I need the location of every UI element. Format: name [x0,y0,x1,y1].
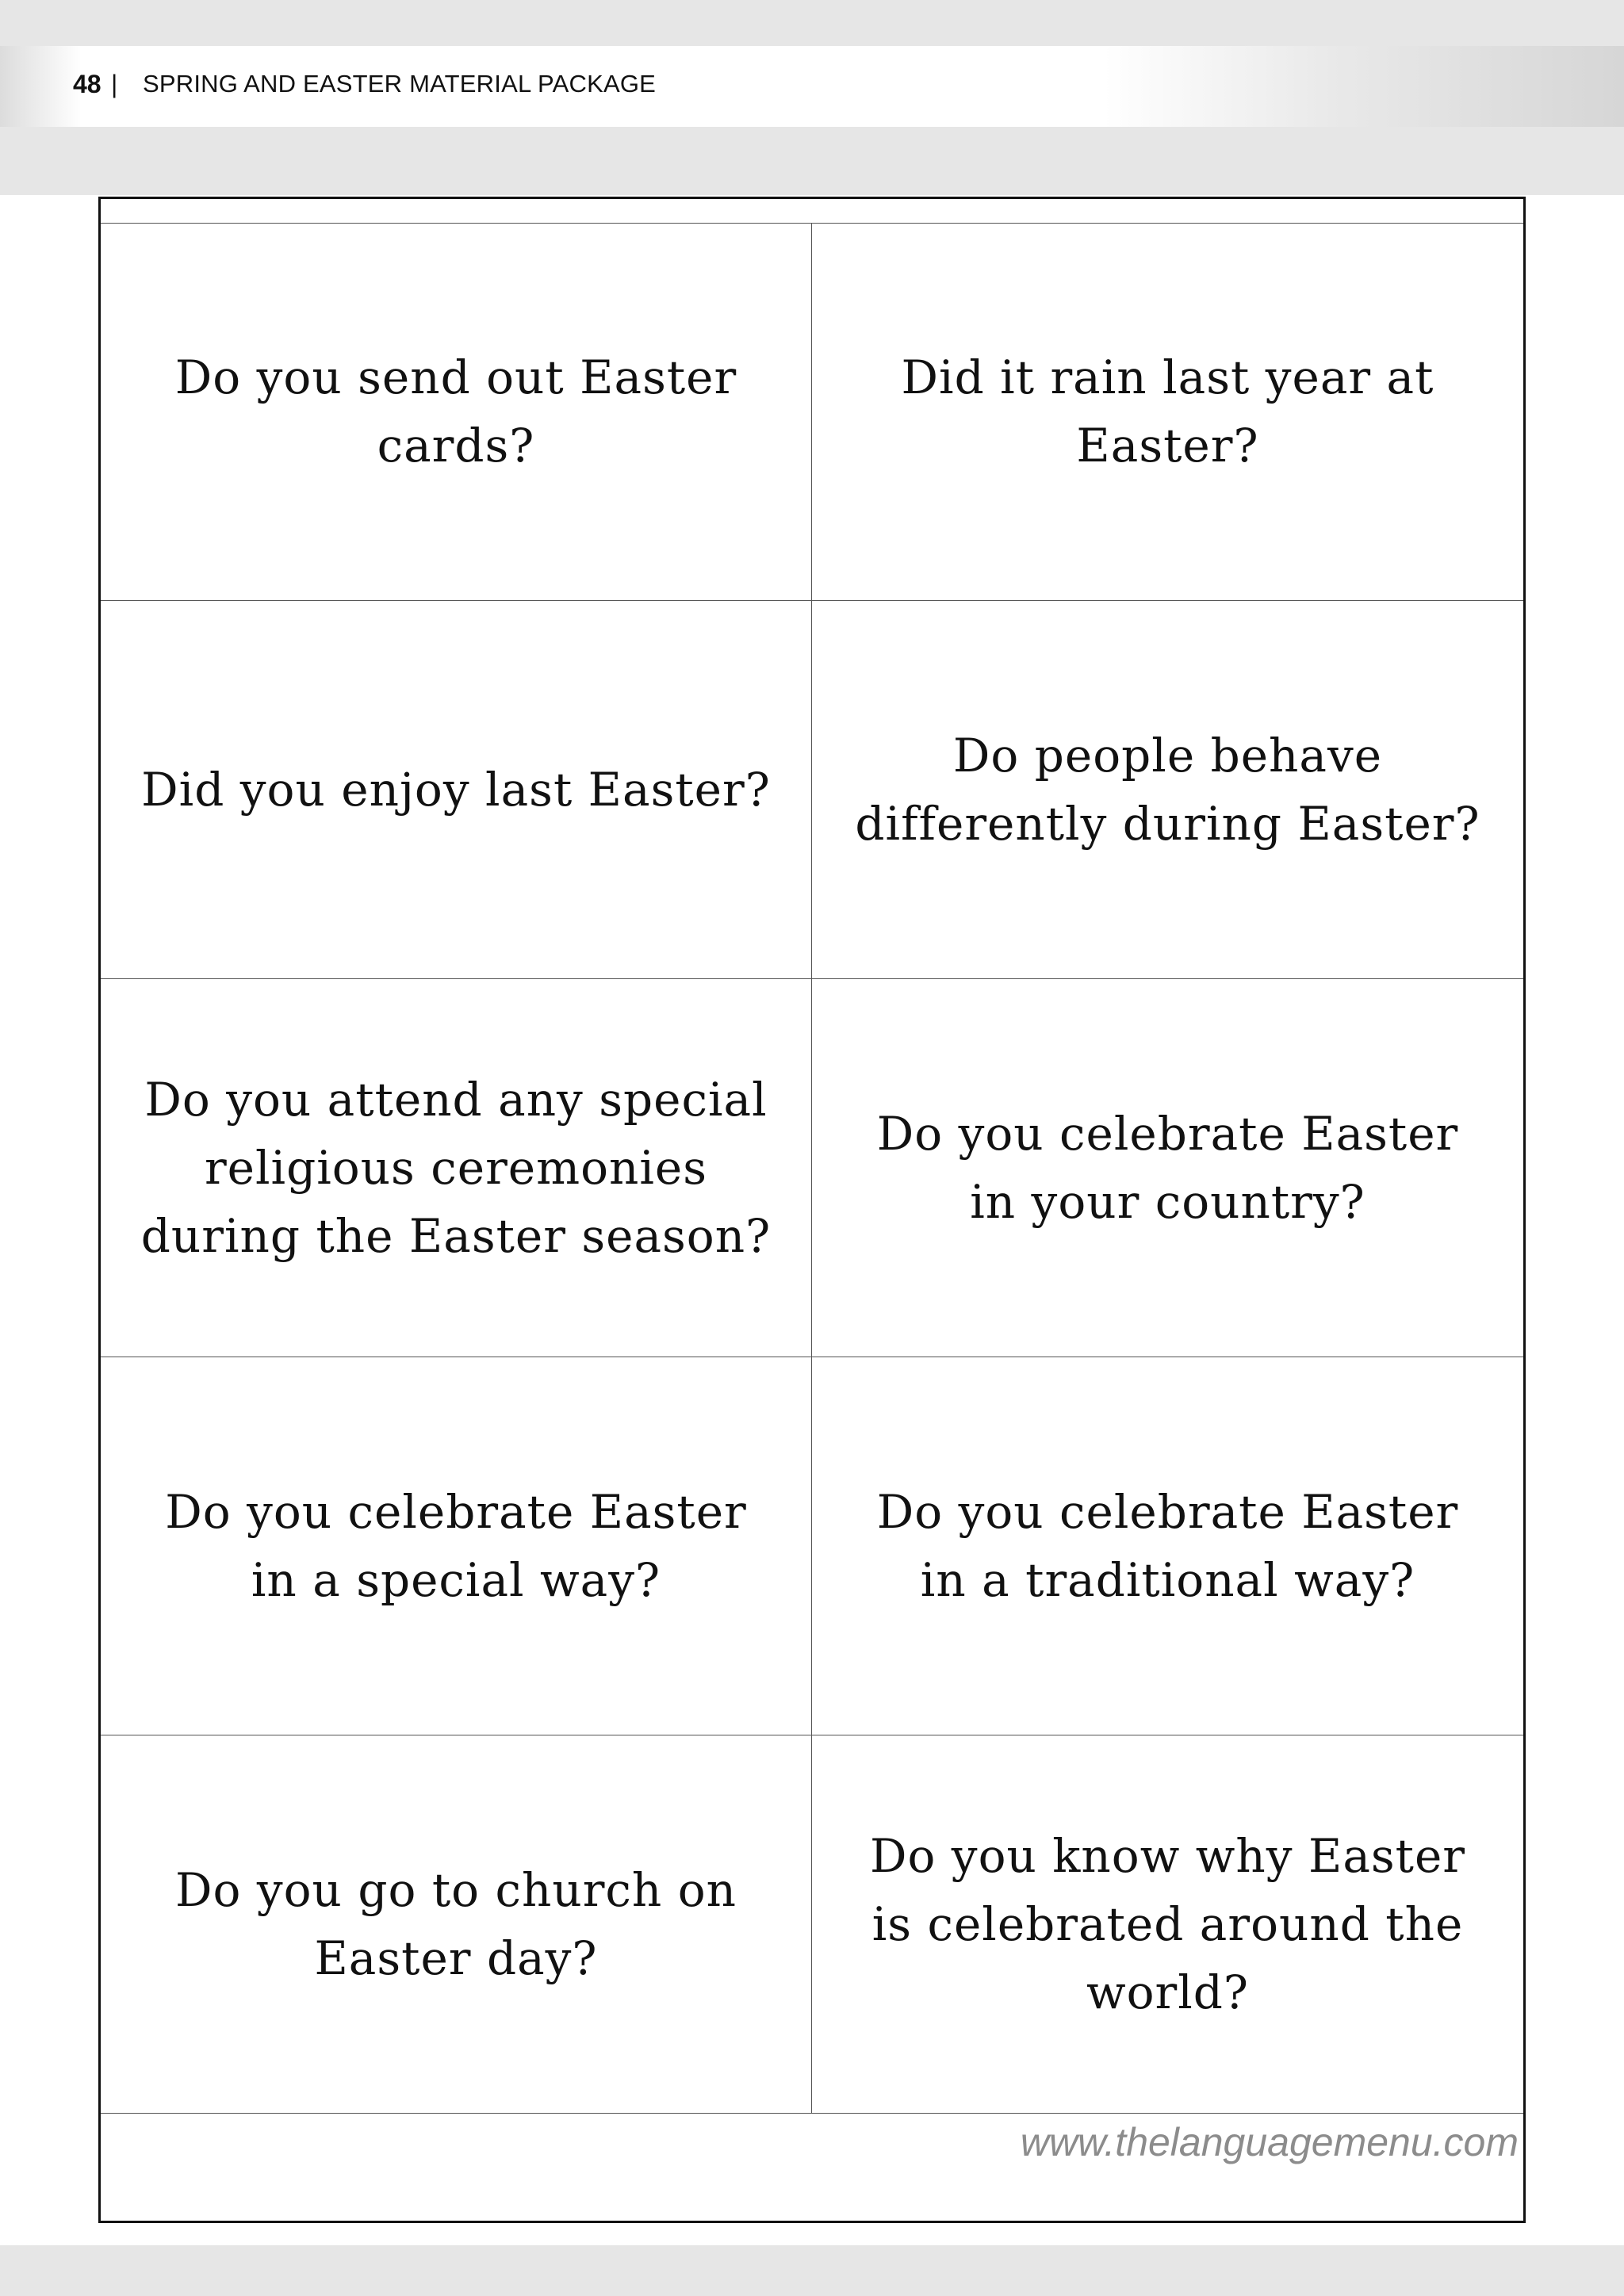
question-text: Do you celebrate Easter in a special way? [165,1485,747,1607]
question-text: Do you celebrate Easter in your country? [876,1107,1459,1229]
question-text: Did it rain last year at Easter? [901,350,1434,473]
question-card [812,601,1523,979]
question-card [812,223,1523,601]
question-text: Do you attend any special religious ceremonies during the Easter season? [140,1073,772,1263]
question-card [812,1735,1523,2114]
website-watermark: www.thelanguagemenu.com [1020,2120,1519,2164]
question-card [101,1735,812,2114]
header-title: SPRING AND EASTER MATERIAL PACKAGE [143,70,657,98]
cards-frame [98,197,1526,2223]
question-card [101,1357,812,1735]
bottom-band [0,2245,1624,2296]
question-card [812,979,1523,1357]
question-card [812,1357,1523,1735]
page-number: 48 [73,70,102,98]
question-card [101,223,812,601]
question-text: Did you enjoy last Easter? [141,763,771,817]
header-separator: | [111,70,118,98]
question-text: Do you know why Easter is celebrated around the world? [869,1829,1466,2019]
question-text: Do you go to church on Easter day? [175,1863,737,1985]
question-text: Do you celebrate Easter in a traditional way? [876,1485,1459,1607]
question-text: Do people behave differently during Easter? [855,729,1480,851]
question-card-grid [101,223,1523,2114]
question-card [101,979,812,1357]
question-text: Do you send out Easter cards? [174,350,737,473]
question-card [101,601,812,979]
